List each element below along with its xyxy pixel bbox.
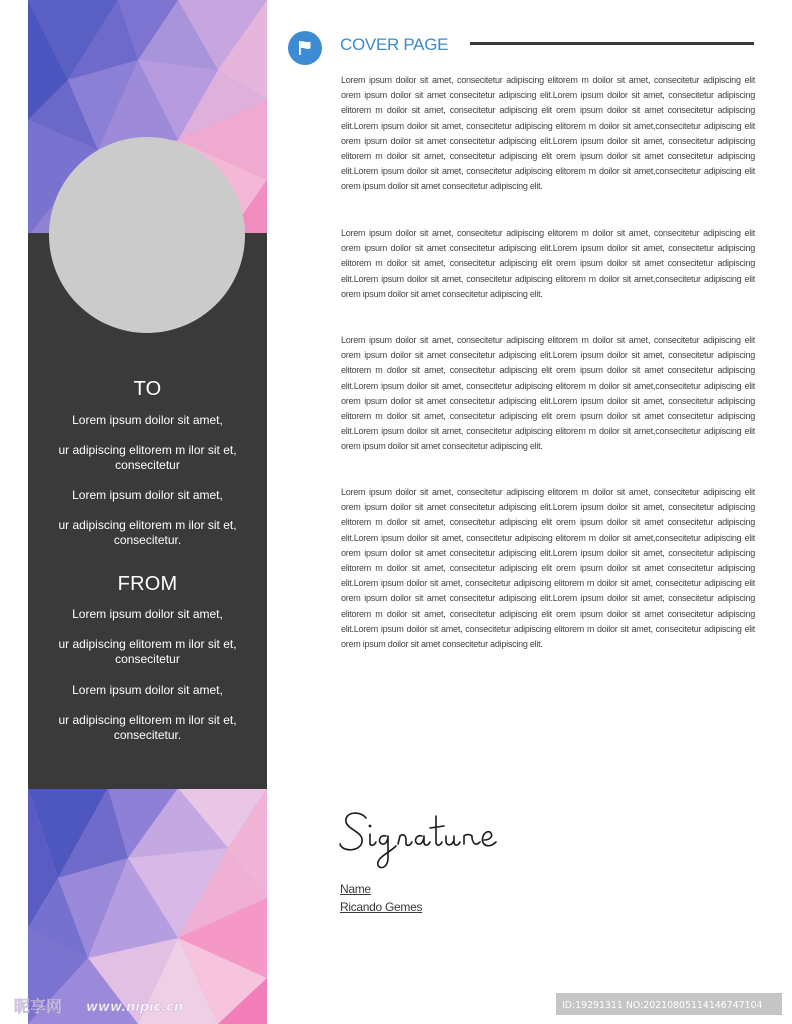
to-line: consecitetur [115, 458, 180, 472]
to-line: consecitetur. [113, 533, 182, 547]
svg-text:www.nipic.cn: www.nipic.cn [86, 1000, 184, 1015]
name-label: Name [340, 882, 371, 896]
body-paragraph: Lorem ipsum doilor sit amet, consecitetur adipiscing elitorem m doilor sit amet, consecitetur adipiscing elit orem ipsum doilor sit amet consecitetur adipiscing elit.Lorem ipsum doilor sit amet, consecitetur adipiscing elitorem m doilor sit amet, consecitetur adipiscing elit orem ipsum doilor sit amet consecitetur adipiscing elit.Lorem ipsum doilor sit amet, consecitetur adipiscing elitorem m doilor sit amet,consecitetur adipiscing elit orem ipsum doilor sit amet consecitetur adipiscing elit.Lorem ipsum doilor sit amet, consecitetur adipiscing elitorem m doilor sit amet, consecitetur adipiscing elit orem ipsum doilor sit amet consecitetur adipiscing elit.Lorem ipsum doilor sit amet, consecitetur adipiscing elitorem m doilor sit amet,consecitetur adipiscing elit orem ipsum doilor sit amet consecitetur adipiscing elit. [341, 75, 755, 192]
watermark-logo [12, 994, 222, 1018]
from-line: ur adipiscing elitorem m ilor sit et, [58, 637, 237, 651]
signature [334, 796, 534, 878]
flag-icon [288, 31, 322, 65]
body-paragraph: Lorem ipsum doilor sit amet, consecitetur adipiscing elitorem m doilor sit amet, consecitetur adipiscing elit orem ipsum doilor sit amet consecitetur adipiscing elit.Lorem ipsum doilor sit amet, consecitetur adipiscing elitorem m doilor sit amet, consecitetur adipiscing elit orem ipsum doilor sit amet consecitetur adipiscing elit.Lorem ipsum doilor sit amet, consecitetur adipiscing elitorem m doilor sit amet,consecitetur adipiscing elit orem ipsum doilor sit amet consecitetur adipiscing elit.Lorem ipsum doilor sit amet, consecitetur adipiscing elitorem m doilor sit amet, consecitetur adipiscing elit orem ipsum doilor sit amet consecitetur adipiscing elit.Lorem ipsum doilor sit amet, consecitetur adipiscing elitorem m doilor sit amet,consecitetur adipiscing elit orem ipsum doilor sit amet consecitetur adipiscing elit. [341, 335, 755, 452]
svg-text:昵享网: 昵享网 [14, 997, 63, 1016]
page-title: COVER PAGE [340, 35, 449, 54]
sidebar [28, 0, 267, 1024]
from-line: consecitetur [115, 652, 180, 666]
body-paragraph: Lorem ipsum doilor sit amet, consecitetur adipiscing elitorem m doilor sit amet, consecitetur adipiscing elit orem ipsum doilor sit amet consecitetur adipiscing elit.Lorem ipsum doilor sit amet, consecitetur adipiscing elitorem m doilor sit amet, consecitetur adipiscing elit orem ipsum doilor sit amet consecitetur adipiscing elit.Lorem ipsum doilor sit amet, consecitetur adipiscing elitorem m doilor sit amet,consecitetur adipiscing elit orem ipsum doilor sit amet consecitetur adipiscing elit.Lorem ipsum doilor sit amet, consecitetur adipiscing elitorem m doilor sit amet, consecitetur adipiscing elit orem ipsum doilor sit amet consecitetur adipiscing elit.Lorem ipsum doilor sit amet, consecitetur adipiscing elitorem m doilor sit amet, consecitetur adipiscing elit orem ipsum doilor sit amet consecitetur adipiscing elit.Lorem ipsum doilor sit amet, consecitetur adipiscing elitorem m doilor sit amet, consecitetur adipiscing elit orem ipsum doilor sit amet consecitetur adipiscing elit.Lorem ipsum doilor sit amet, consecitetur adipiscing elitorem m doilor sit amet, consecitetur adipiscing elit orem ipsum doilor sit amet consecitetur adipiscing elit. [341, 487, 755, 650]
to-line: Lorem ipsum doilor sit amet, [72, 413, 223, 427]
to-line: Lorem ipsum doilor sit amet, [72, 488, 223, 502]
svg-text:ID:19291311 NO:202108051141467: ID:19291311 NO:20210805114146747104 [562, 1000, 763, 1011]
from-heading: FROM [117, 573, 178, 595]
signer-name: Ricando Gemes [340, 900, 423, 914]
body-paragraph: Lorem ipsum doilor sit amet, consecitetur adipiscing elitorem m doilor sit amet, consecitetur adipiscing elit orem ipsum doilor sit amet consecitetur adipiscing elit.Lorem ipsum doilor sit amet, consecitetur adipiscing elitorem m doilor sit amet, consecitetur adipiscing elit orem ipsum doilor sit amet consecitetur adipiscing elit.Lorem ipsum doilor sit amet, consecitetur adipiscing elitorem m doilor sit amet,consecitetur adipiscing elit orem ipsum doilor sit amet consecitetur adipiscing elit. [341, 228, 755, 299]
watermark-id [556, 993, 782, 1015]
to-heading: TO [133, 378, 162, 400]
from-line: ur adipiscing elitorem m ilor sit et, [58, 713, 237, 727]
to-line: ur adipiscing elitorem m ilor sit et, [58, 443, 237, 457]
to-line: ur adipiscing elitorem m ilor sit et, [58, 518, 237, 532]
from-line: consecitetur. [113, 728, 182, 742]
polygon-pattern-bottom [28, 788, 267, 1024]
from-line: Lorem ipsum doilor sit amet, [72, 683, 223, 697]
profile-photo-placeholder[interactable] [49, 137, 245, 333]
from-line: Lorem ipsum doilor sit amet, [72, 607, 223, 621]
title-divider [470, 42, 754, 45]
